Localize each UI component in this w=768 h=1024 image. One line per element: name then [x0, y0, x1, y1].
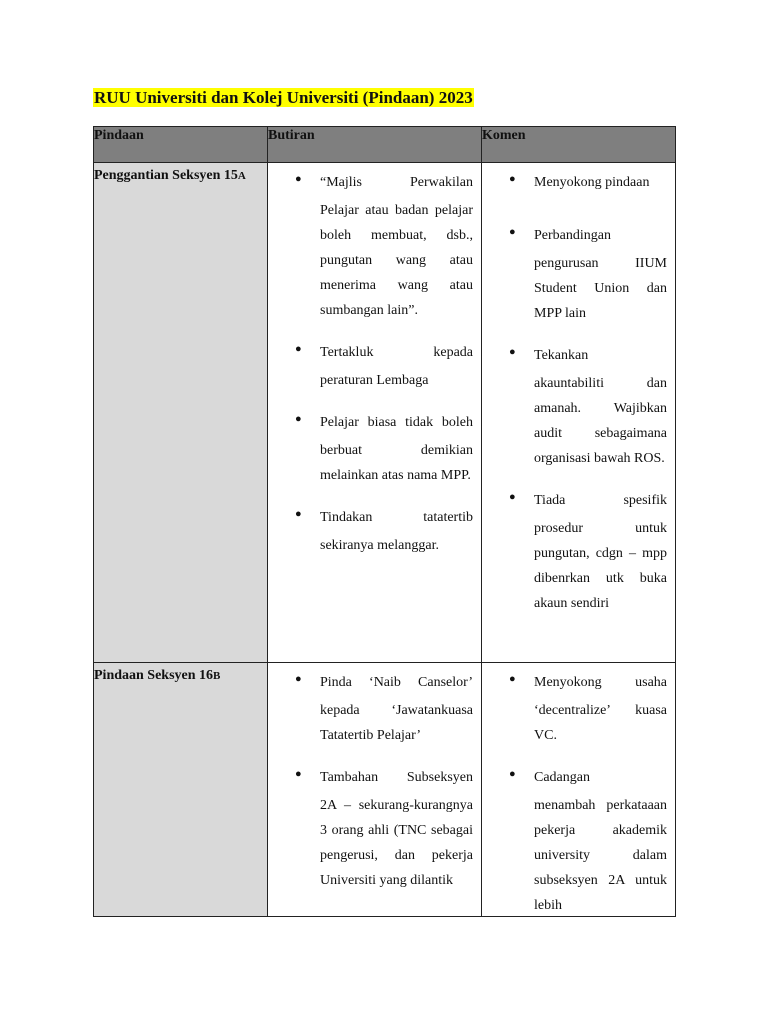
- document-title: RUU Universiti dan Kolej Universiti (Pindaan) 2023: [94, 88, 473, 107]
- komen-list: [482, 163, 675, 616]
- header-komen: Komen: [482, 127, 676, 163]
- table-header-row: [94, 127, 676, 163]
- list-item: ● Tekankan akauntabiliti dan amanah. Wajibkan audit sebagaimana organisasi bawah ROS.: [482, 340, 667, 471]
- list-item: ● Cadangan menambah perkataaan pekerja akademik university dalam subseksyen 2A untuk lebih: [482, 762, 667, 915]
- bullet-dot-icon: ●: [295, 413, 302, 425]
- header-pindaan: Pindaan: [94, 127, 268, 163]
- bullet-dot-icon: ●: [295, 343, 302, 355]
- butiran-cell: [268, 163, 482, 663]
- list-item: ● Tindakan tatatertib sekiranya melanggar.: [268, 502, 473, 558]
- pindaan-cell: [94, 663, 268, 917]
- bullet-dot-icon: ●: [509, 673, 516, 685]
- bullet-dot-icon: ●: [509, 346, 516, 358]
- list-item: ● Tiada spesifik prosedur untuk pungutan, cdgn – mpp dibenrkan utk buka akaun sendiri: [482, 485, 667, 616]
- table-row: [94, 163, 676, 663]
- list-item: ● Perbandingan pengurusan IIUM Student Union dan MPP lain: [482, 220, 667, 326]
- bullet-dot-icon: ●: [295, 173, 302, 185]
- bullet-dot-icon: ●: [509, 173, 516, 185]
- list-item: ● Menyokong usaha ‘decentralize’ kuasa VC.: [482, 667, 667, 748]
- pindaan-label: Penggantian Seksyen 15A: [94, 168, 246, 183]
- list-item: ● Tertakluk kepada peraturan Lembaga: [268, 337, 473, 393]
- bullet-dot-icon: ●: [295, 673, 302, 685]
- bullet-dot-icon: ●: [509, 491, 516, 503]
- list-item: ● “Majlis Perwakilan Pelajar atau badan pelajar boleh membuat, dsb., pungutan wang atau menerima wang atau sumbangan lain”.: [268, 167, 473, 323]
- pindaan-cell: [94, 163, 268, 663]
- amendment-table: [93, 126, 676, 917]
- list-item: ● Menyokong pindaan: [482, 167, 667, 198]
- bullet-dot-icon: ●: [295, 768, 302, 780]
- list-item: ● Tambahan Subseksyen 2A – sekurang-kurangnya 3 orang ahli (TNC sebagai pengerusi, dan pekerja Universiti yang dilantik: [268, 762, 473, 893]
- bullet-dot-icon: ●: [295, 508, 302, 520]
- komen-cell: [482, 163, 676, 663]
- header-butiran: Butiran: [268, 127, 482, 163]
- bullet-dot-icon: ●: [509, 226, 516, 238]
- list-item: ● Pelajar biasa tidak boleh berbuat demikian melainkan atas nama MPP.: [268, 407, 473, 488]
- butiran-list: [268, 163, 481, 558]
- bullet-dot-icon: ●: [509, 768, 516, 780]
- butiran-list: [268, 663, 481, 893]
- komen-list: [482, 663, 675, 915]
- table-row: [94, 663, 676, 917]
- list-item: ● Pinda ‘Naib Canselor’ kepada ‘Jawatankuasa Tatatertib Pelajar’: [268, 667, 473, 748]
- pindaan-label: Pindaan Seksyen 16B: [94, 668, 221, 683]
- komen-cell: [482, 663, 676, 917]
- butiran-cell: [268, 663, 482, 917]
